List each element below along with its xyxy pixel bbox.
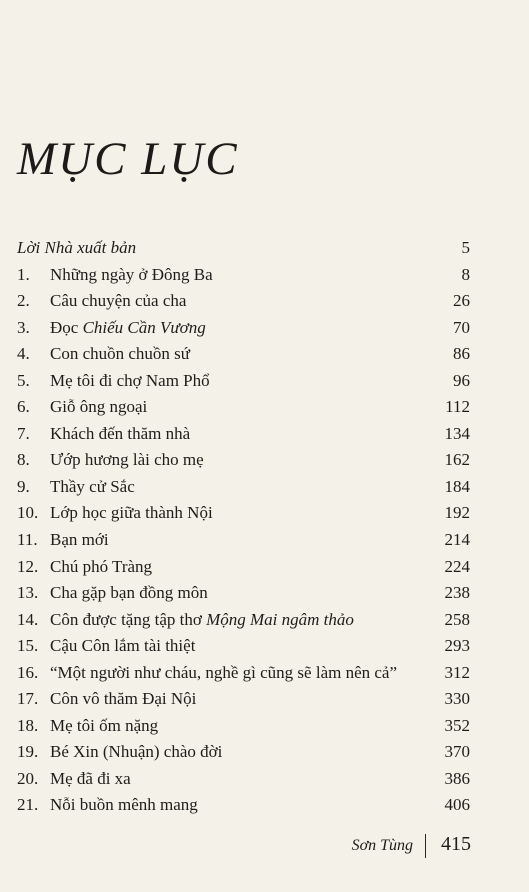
- toc-entry-number: 10.: [17, 503, 39, 523]
- toc-preface-label: Lời Nhà xuất bản: [17, 238, 137, 257]
- toc-entry-page: 312: [444, 662, 470, 682]
- footer-author: Sơn Tùng: [351, 837, 413, 854]
- toc-entry-title-text: Ướp hương lài cho mẹ: [50, 450, 204, 470]
- toc-entry-title-text: Thầy cử Sắc: [50, 476, 135, 496]
- toc-entry-number: 5.: [17, 370, 30, 390]
- toc-entry-title: [50, 474, 135, 501]
- toc-entry-page: 352: [444, 715, 470, 735]
- toc-entry-title-italic: Mộng Mai ngâm thảo: [206, 609, 354, 629]
- toc-entry-title: [50, 633, 195, 660]
- toc-entry: [17, 580, 470, 607]
- toc-entry-title: [50, 580, 208, 607]
- toc-entry-title: [50, 500, 213, 527]
- toc-entry-page: 184: [444, 476, 470, 496]
- toc-entry-page: 192: [444, 503, 470, 523]
- toc-entry-title-italic: Chiếu Cần Vương: [82, 317, 206, 337]
- toc-entry-number: 13.: [17, 583, 39, 603]
- toc-entry-number: 12.: [17, 556, 39, 576]
- toc-entry-number: 11.: [17, 530, 38, 550]
- toc-entry-title: [50, 447, 204, 474]
- toc-entry-title: [50, 288, 186, 315]
- toc-entry-number: 17.: [17, 689, 39, 709]
- toc-entry-page: 162: [444, 450, 470, 470]
- toc-entry-title: [50, 394, 147, 421]
- toc-entry-title: [50, 262, 213, 289]
- toc-entry-number: 19.: [17, 742, 39, 762]
- toc-entry-number: 18.: [17, 715, 39, 735]
- toc-entry: [17, 474, 470, 501]
- toc-entry: [17, 554, 470, 581]
- toc-entry-page: 8: [461, 264, 470, 284]
- toc-entry-page: 96: [453, 370, 470, 390]
- toc-entry-title: [50, 739, 222, 766]
- toc-entry: [17, 792, 470, 819]
- toc-entry-number: 15.: [17, 636, 39, 656]
- toc-entry-title: [50, 792, 198, 819]
- toc-entry-title-text: Côn được tặng tập thơ: [50, 609, 207, 629]
- toc-entry: [17, 421, 470, 448]
- toc-entry-title-text: “Một người như cháu, nghề gì cũng sẽ làm nên cả”: [50, 662, 398, 682]
- toc-entry-number: 7.: [17, 423, 30, 443]
- toc-entry-title: [50, 607, 354, 634]
- toc-entry: [17, 607, 470, 634]
- toc-entry-title-text: Câu chuyện của cha: [50, 291, 187, 311]
- toc-entry: [17, 713, 470, 740]
- toc-entry-number: 21.: [17, 795, 39, 815]
- toc-entry-page: 86: [453, 344, 470, 364]
- toc-entry-title-text: Cha gặp bạn đồng môn: [50, 583, 208, 603]
- toc-entry-number: 1.: [17, 264, 30, 284]
- toc-entry-title-text: Bạn mới: [50, 530, 109, 550]
- toc-entry-page: 224: [444, 556, 470, 576]
- toc-entry-page: 406: [444, 795, 470, 815]
- toc-entry-title-text: Nỗi buồn mênh mang: [50, 795, 198, 815]
- toc-entry-page: 26: [453, 291, 470, 311]
- toc-entry: [17, 660, 470, 687]
- toc-entry-title-text: Khách đến thăm nhà: [50, 423, 191, 443]
- toc-entry: [17, 394, 470, 421]
- toc-heading: MỤC LỤC: [17, 133, 239, 185]
- toc-entry-number: 4.: [17, 344, 30, 364]
- toc-entry-title-text: Cậu Côn lắm tài thiệt: [50, 636, 196, 656]
- toc-entry-title: [50, 554, 152, 581]
- toc-entry: [17, 341, 470, 368]
- toc-entry-title-text: Những ngày ở Đông Ba: [50, 264, 213, 284]
- toc-entry-title: [50, 421, 190, 448]
- toc-preface-row: [17, 235, 470, 262]
- toc-entry-title-text: Mẹ tôi ốm nặng: [50, 715, 159, 735]
- toc-entry-title: [50, 368, 210, 395]
- toc-entry-title: [50, 527, 109, 554]
- toc-entry-title: [50, 766, 131, 793]
- toc-entry: [17, 315, 470, 342]
- toc-entry-page: 214: [444, 530, 470, 550]
- page-number: 415: [441, 833, 471, 855]
- toc-entry-number: 9.: [17, 476, 30, 496]
- toc-entry-page: 134: [444, 423, 470, 443]
- toc-entry: [17, 368, 470, 395]
- toc-entry: [17, 739, 470, 766]
- toc-entry-title-text: Con chuồn chuồn sứ: [50, 344, 191, 364]
- toc-entry-title-text: Côn vô thăm Đại Nội: [50, 689, 197, 709]
- toc-entry: [17, 447, 470, 474]
- toc-entry-title: [50, 315, 206, 342]
- toc-entry-title: [50, 686, 196, 713]
- toc-entry-page: 293: [444, 636, 470, 656]
- toc-entry-title-text: Mẹ đã đi xa: [50, 768, 131, 788]
- toc-entry-page: 370: [444, 742, 470, 762]
- toc-entry-number: 20.: [17, 768, 39, 788]
- toc-entry-title-text: Mẹ tôi đi chợ Nam Phổ: [50, 370, 210, 390]
- toc-entry-title-text: Đọc: [50, 317, 83, 337]
- toc-entry-title: [50, 341, 190, 368]
- toc-preface-page: 5: [461, 238, 470, 257]
- toc-entry-title-text: Chú phó Tràng: [50, 556, 153, 576]
- toc-entry-title-text: Lớp học giữa thành Nội: [50, 503, 213, 523]
- toc-entry: [17, 686, 470, 713]
- toc-entry-number: 8.: [17, 450, 30, 470]
- toc-entry-page: 386: [444, 768, 470, 788]
- toc-entry: [17, 500, 470, 527]
- page-footer: [0, 833, 529, 863]
- table-of-contents: [17, 235, 470, 819]
- toc-entry-title-text: Giỗ ông ngoại: [50, 397, 148, 417]
- toc-entry: [17, 262, 470, 289]
- toc-entry: [17, 527, 470, 554]
- toc-entry-title: [50, 660, 397, 687]
- toc-entry-title-text: Bé Xin (Nhuận) chào đời: [50, 742, 223, 762]
- toc-entry-number: 6.: [17, 397, 30, 417]
- toc-entry-number: 16.: [17, 662, 39, 682]
- toc-entry-page: 70: [453, 317, 470, 337]
- toc-entry-number: 3.: [17, 317, 30, 337]
- toc-entry: [17, 633, 470, 660]
- toc-entry-page: 258: [444, 609, 470, 629]
- toc-entry: [17, 766, 470, 793]
- toc-entry-page: 112: [445, 397, 470, 417]
- footer-divider: [425, 834, 426, 858]
- toc-entry-number: 14.: [17, 609, 39, 629]
- toc-entry: [17, 288, 470, 315]
- toc-entry-number: 2.: [17, 291, 30, 311]
- toc-entry-title: [50, 713, 158, 740]
- toc-entry-page: 330: [444, 689, 470, 709]
- toc-entry-page: 238: [444, 583, 470, 603]
